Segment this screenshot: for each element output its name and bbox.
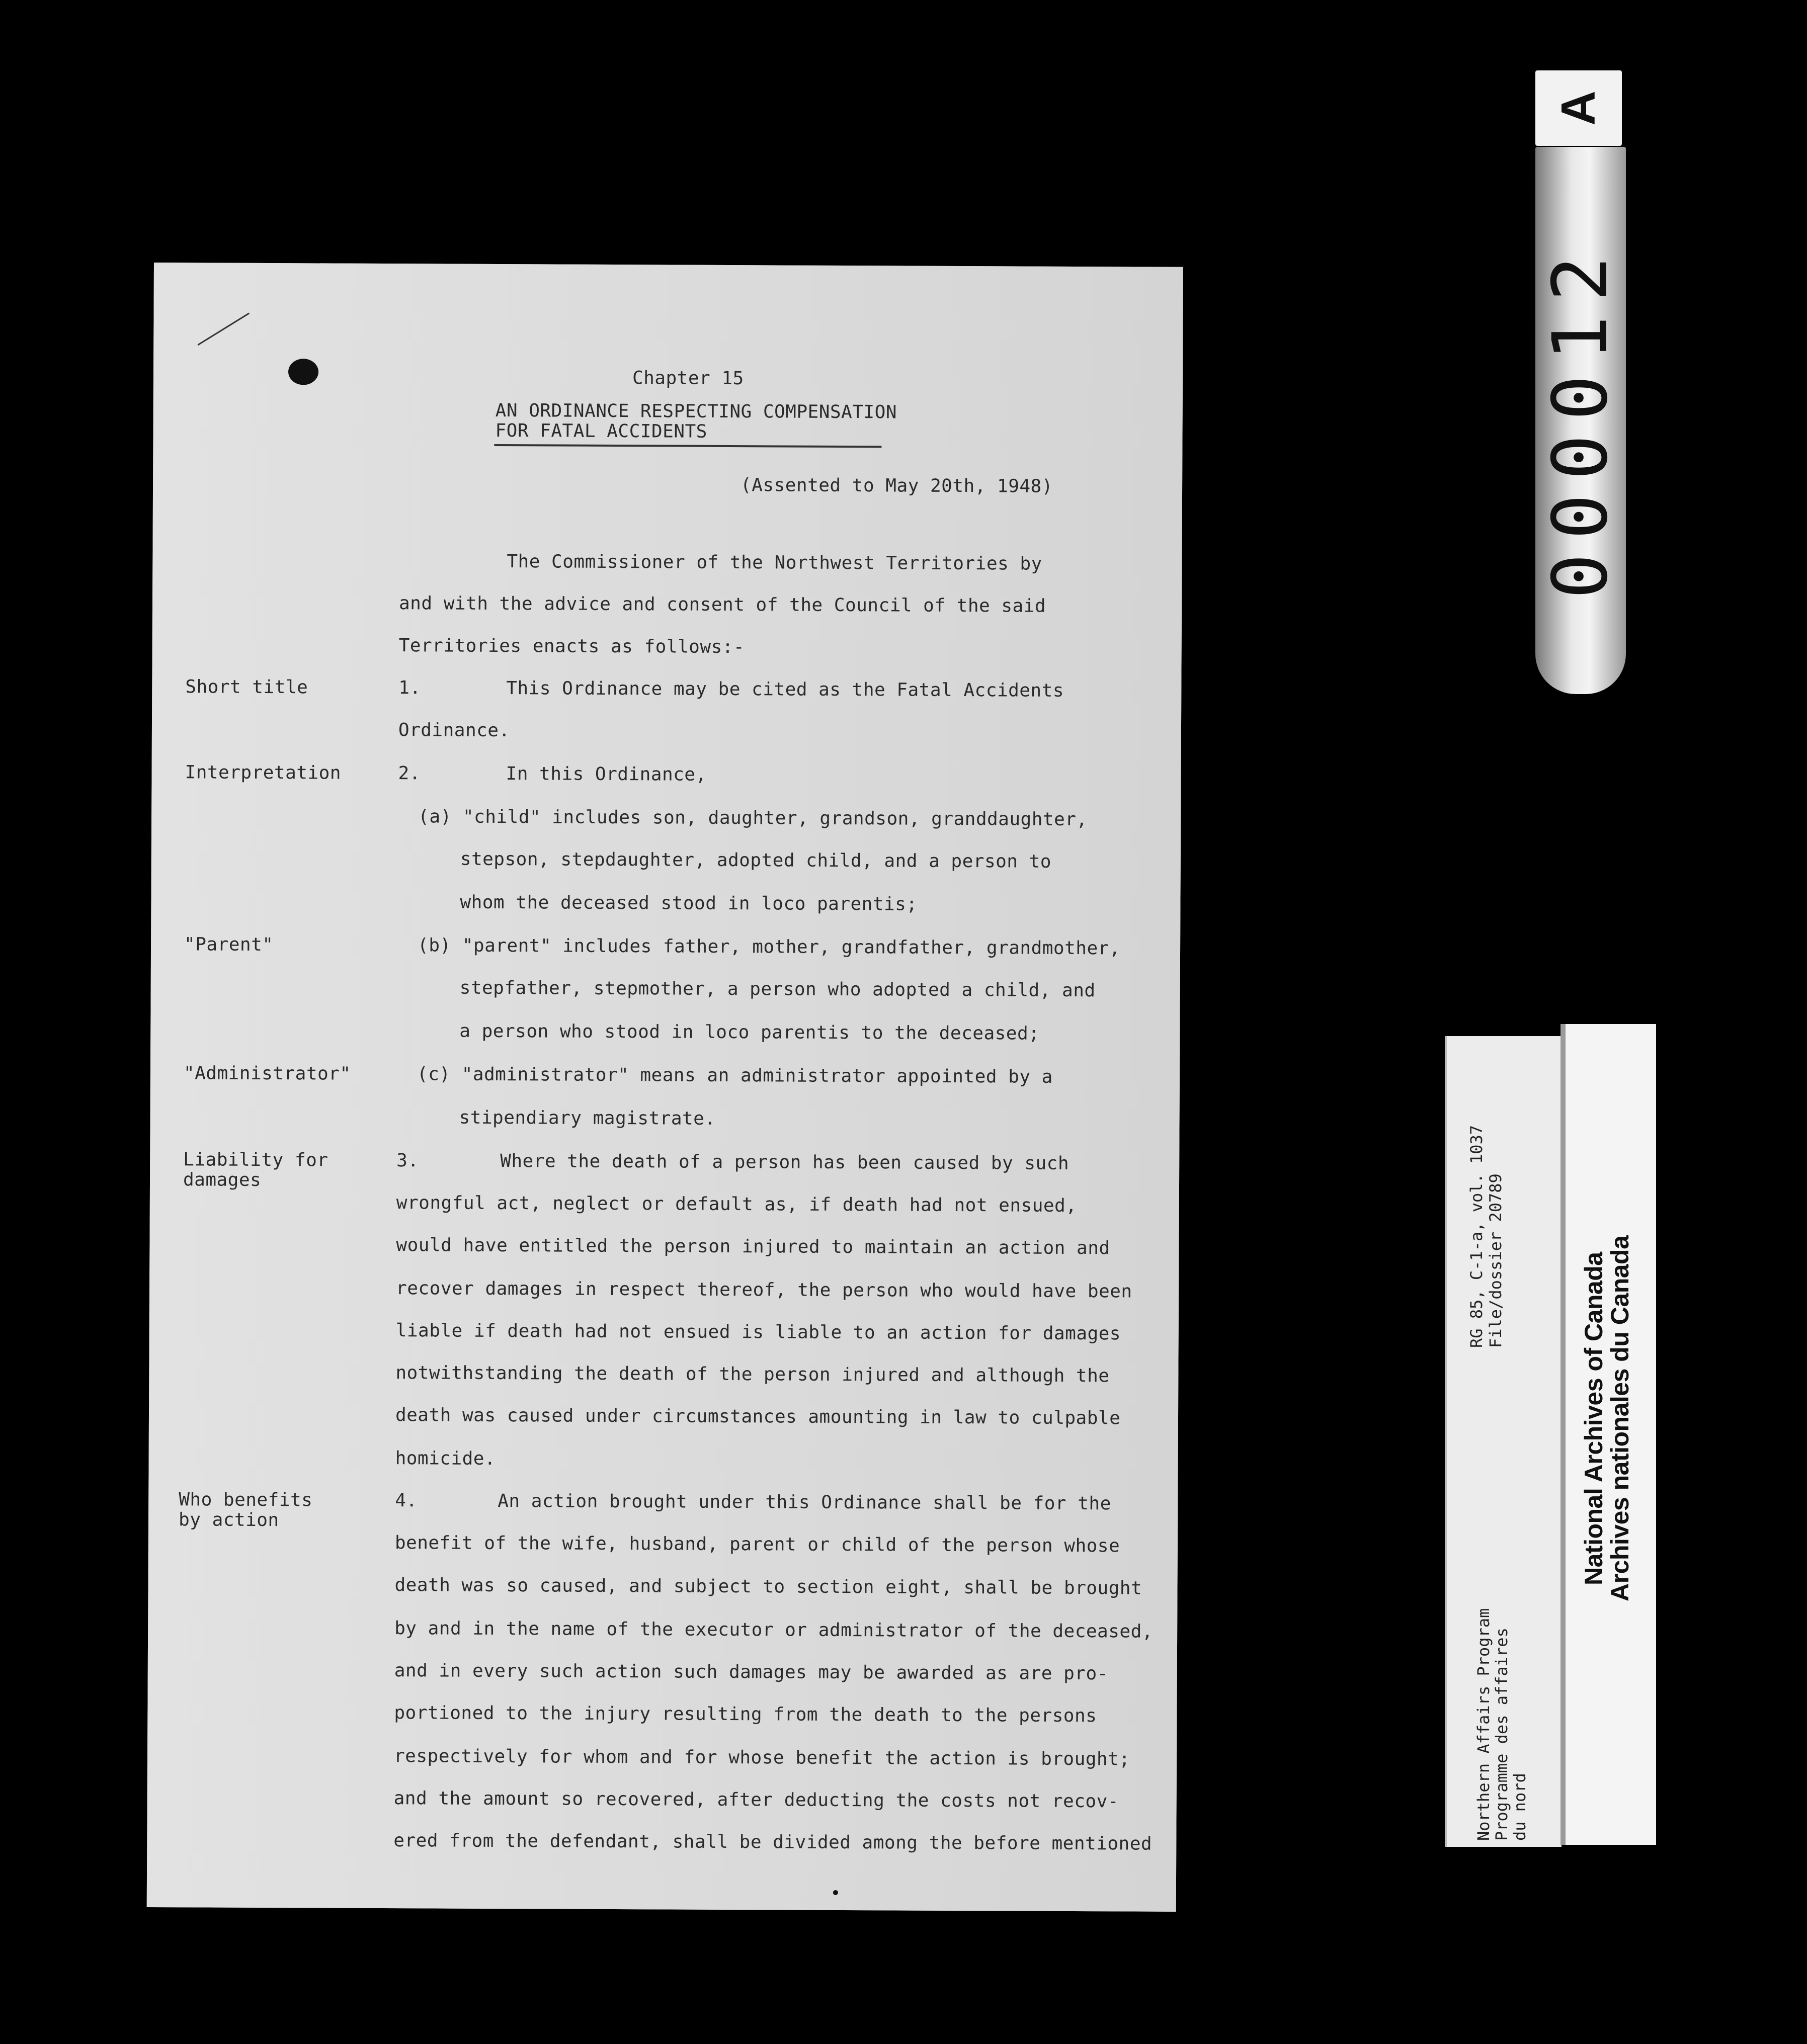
margin-note-benefits: by action [179,1509,279,1531]
section-4-line: death was so caused, and subject to section eight, shall be brought [394,1575,1142,1599]
chapter-heading: Chapter 15 [632,368,744,389]
section-4-line: ered from the defendant, shall be divided among the before mentioned [393,1830,1153,1854]
section-1-number: 1. [398,677,421,699]
definition-administrator-line: (c) "administrator" means an administrator appointed by a [417,1064,1053,1087]
program-line: du nord [1510,1773,1529,1841]
section-3-line: recover damages in respect thereof, the person who would have been [396,1278,1132,1302]
ink-blot [288,359,318,385]
definition-parent-line: (b) "parent" includes father, mother, grandfather, grandmother, [417,935,1121,959]
section-4-line: An action brought under this Ordinance shall be for the [498,1491,1111,1514]
section-3-number: 3. [396,1150,419,1171]
section-3-line: notwithstanding the death of the person injured and although the [395,1362,1110,1387]
section-4-line: and the amount so recovered, after deducting the costs not recov- [393,1788,1119,1812]
program-line: Northern Affairs Program [1474,1608,1493,1841]
margin-note-liability: Liability for [183,1149,328,1171]
section-4-line: benefit of the wife, husband, parent or child of the person whose [394,1532,1120,1557]
section-3-line: wrongful act, neglect or default as, if death had not ensued, [396,1193,1077,1217]
title-underline [494,444,881,448]
margin-note-liability: damages [183,1169,262,1190]
preamble-line: Territories enacts as follows:- [398,635,745,658]
section-4-number: 4. [395,1490,418,1511]
section-1-line: This Ordinance may be cited as the Fatal Accidents [506,678,1064,701]
frame-number-counter [1535,147,1626,694]
section-1-line: Ordinance. [398,720,510,741]
national-archives-label [1560,1024,1656,1845]
definition-administrator-line: stipendiary magistrate. [459,1107,716,1129]
section-4-line: respectively for whom and for whose benefit the action is brought; [393,1746,1130,1770]
title-line-1: AN ORDINANCE RESPECTING COMPENSATION [495,400,897,423]
reference-line: File/dossier 20789 [1486,1173,1505,1348]
program-line: Programme des affaires [1492,1628,1511,1841]
section-2-number: 2. [398,763,421,784]
section-4-line: portioned to the injury resulting from the death to the persons [394,1702,1097,1727]
archive-reference-label [1445,1036,1562,1847]
definition-parent-line: a person who stood in loco parentis to the deceased; [459,1020,1040,1044]
section-3-line: death was caused under circumstances amounting in law to culpable [395,1405,1121,1429]
section-3-line: homicide. [395,1448,496,1469]
reference-line: RG 85, C-1-a, vol. 1037 [1467,1125,1486,1348]
archives-name-french: Archives nationales du Canada [1606,1235,1634,1601]
document-page [147,263,1183,1912]
frame-letter: A [1551,91,1605,126]
section-3-line: Where the death of a person has been caused by such [500,1151,1070,1174]
definition-child-line: whom the deceased stood in loco parentis; [460,892,918,915]
assent-date: (Assented to May 20th, 1948) [740,475,1053,497]
frame-number: 000012 [1537,242,1624,599]
section-3-line: would have entitled the person injured to maintain an action and [396,1235,1110,1259]
margin-note-benefits: Who benefits [179,1489,313,1511]
definition-child-line: stepson, stepdaughter, adopted child, and a person to [460,848,1052,872]
ink-dot [833,1890,838,1895]
title-line-2: FOR FATAL ACCIDENTS [495,420,707,442]
section-3-line: liable if death had not ensued is liable to an action for damages [395,1320,1121,1344]
pencil-mark [197,312,250,346]
preamble-line: The Commissioner of the Northwest Territories by [507,551,1042,574]
margin-note-short-title: Short title [185,676,308,698]
frame-letter-tab [1535,70,1622,146]
definition-child-line: (a) "child" includes son, daughter, grandson, granddaughter, [418,806,1088,830]
preamble-line: and with the advice and consent of the Council of the said [398,593,1046,617]
section-2-line: In this Ordinance, [506,763,707,785]
margin-note-administrator: "Administrator" [183,1063,351,1084]
section-4-line: and in every such action such damages may be awarded as are pro- [394,1660,1108,1684]
definition-parent-line: stepfather, stepmother, a person who adopted a child, and [459,977,1096,1001]
margin-note-interpretation: Interpretation [185,762,342,784]
margin-note-parent: "Parent" [184,934,274,956]
archives-name-english: National Archives of Canada [1580,1252,1608,1585]
section-4-line: by and in the name of the executor or administrator of the deceased, [394,1618,1154,1642]
